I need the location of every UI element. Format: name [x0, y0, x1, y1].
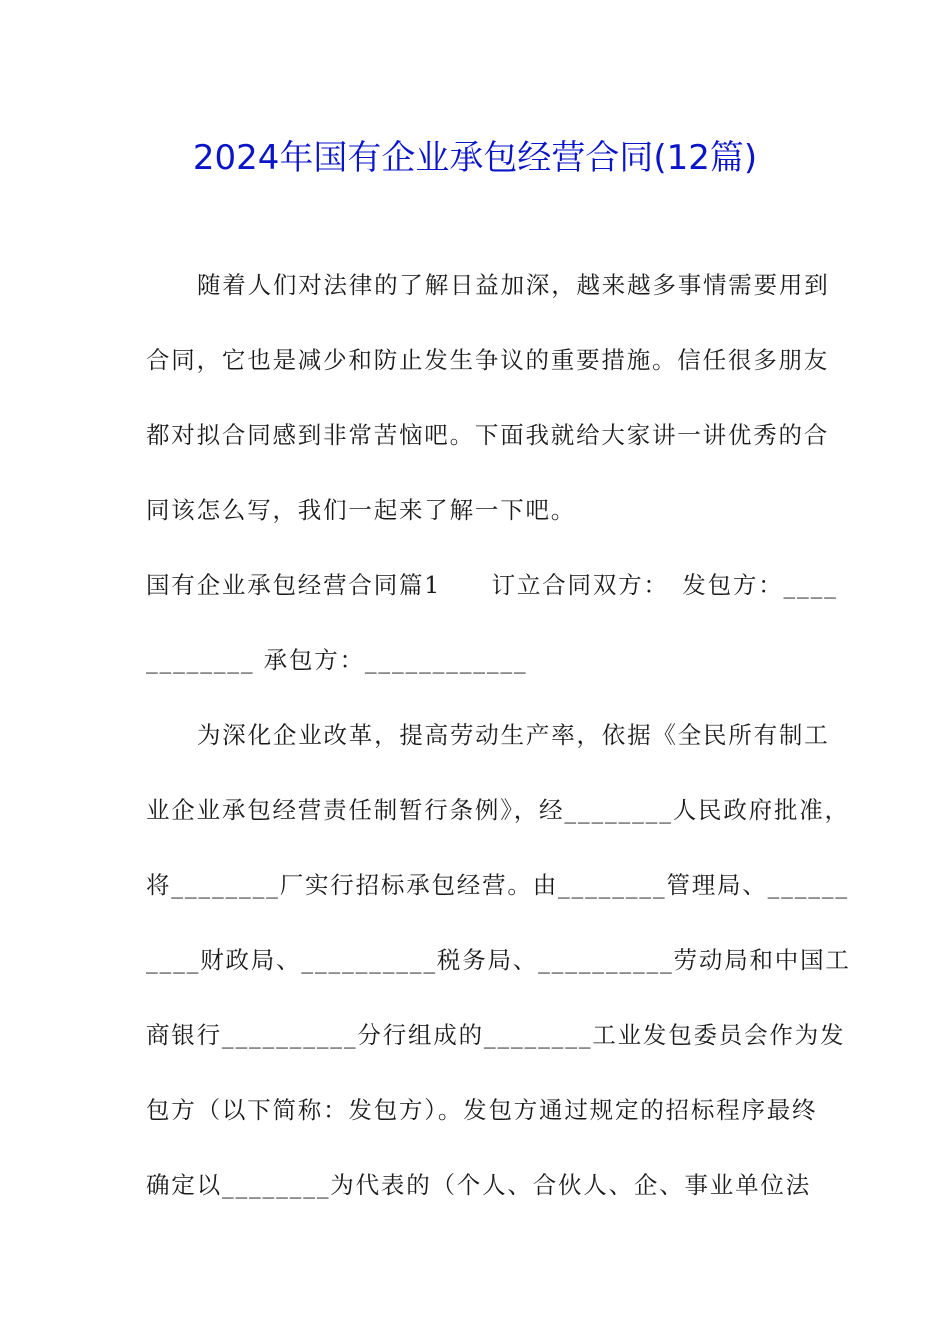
document-title: 2024年国有企业承包经营合同(12篇)	[192, 138, 758, 178]
contract-heading-line: 国有企业承包经营合同篇1 订立合同双方： 发包方：____	[146, 571, 838, 599]
paragraph-line: 同该怎么写，我们一起来了解一下吧。	[146, 496, 577, 524]
paragraph-line: 为深化企业改革，提高劳动生产率，依据《全民所有制工	[197, 721, 830, 749]
paragraph-line: 将________厂实行招标承包经营。由________管理局、______	[146, 871, 849, 899]
paragraph-line: 随着人们对法律的了解日益加深，越来越多事情需要用到	[197, 271, 830, 299]
paragraph-line: ____财政局、__________税务局、__________劳动局和中国工	[146, 946, 851, 974]
paragraph-line: 业企业承包经营责任制暂行条例》，经________人民政府批准，	[146, 796, 850, 824]
paragraph-line: 商银行__________分行组成的________工业发包委员会作为发	[146, 1021, 846, 1049]
paragraph-line: 确定以________为代表的（个人、合伙人、企、事业单位法	[146, 1171, 811, 1199]
paragraph-line: 都对拟合同感到非常苦恼吧。下面我就给大家讲一讲优秀的合	[146, 421, 830, 449]
contract-parties-line: ________ 承包方：____________	[146, 646, 528, 674]
paragraph-line: 合同，它也是减少和防止发生争议的重要措施。信任很多朋友	[146, 346, 830, 374]
paragraph-line: 包方（以下简称：发包方）。发包方通过规定的招标程序最终	[146, 1096, 818, 1124]
